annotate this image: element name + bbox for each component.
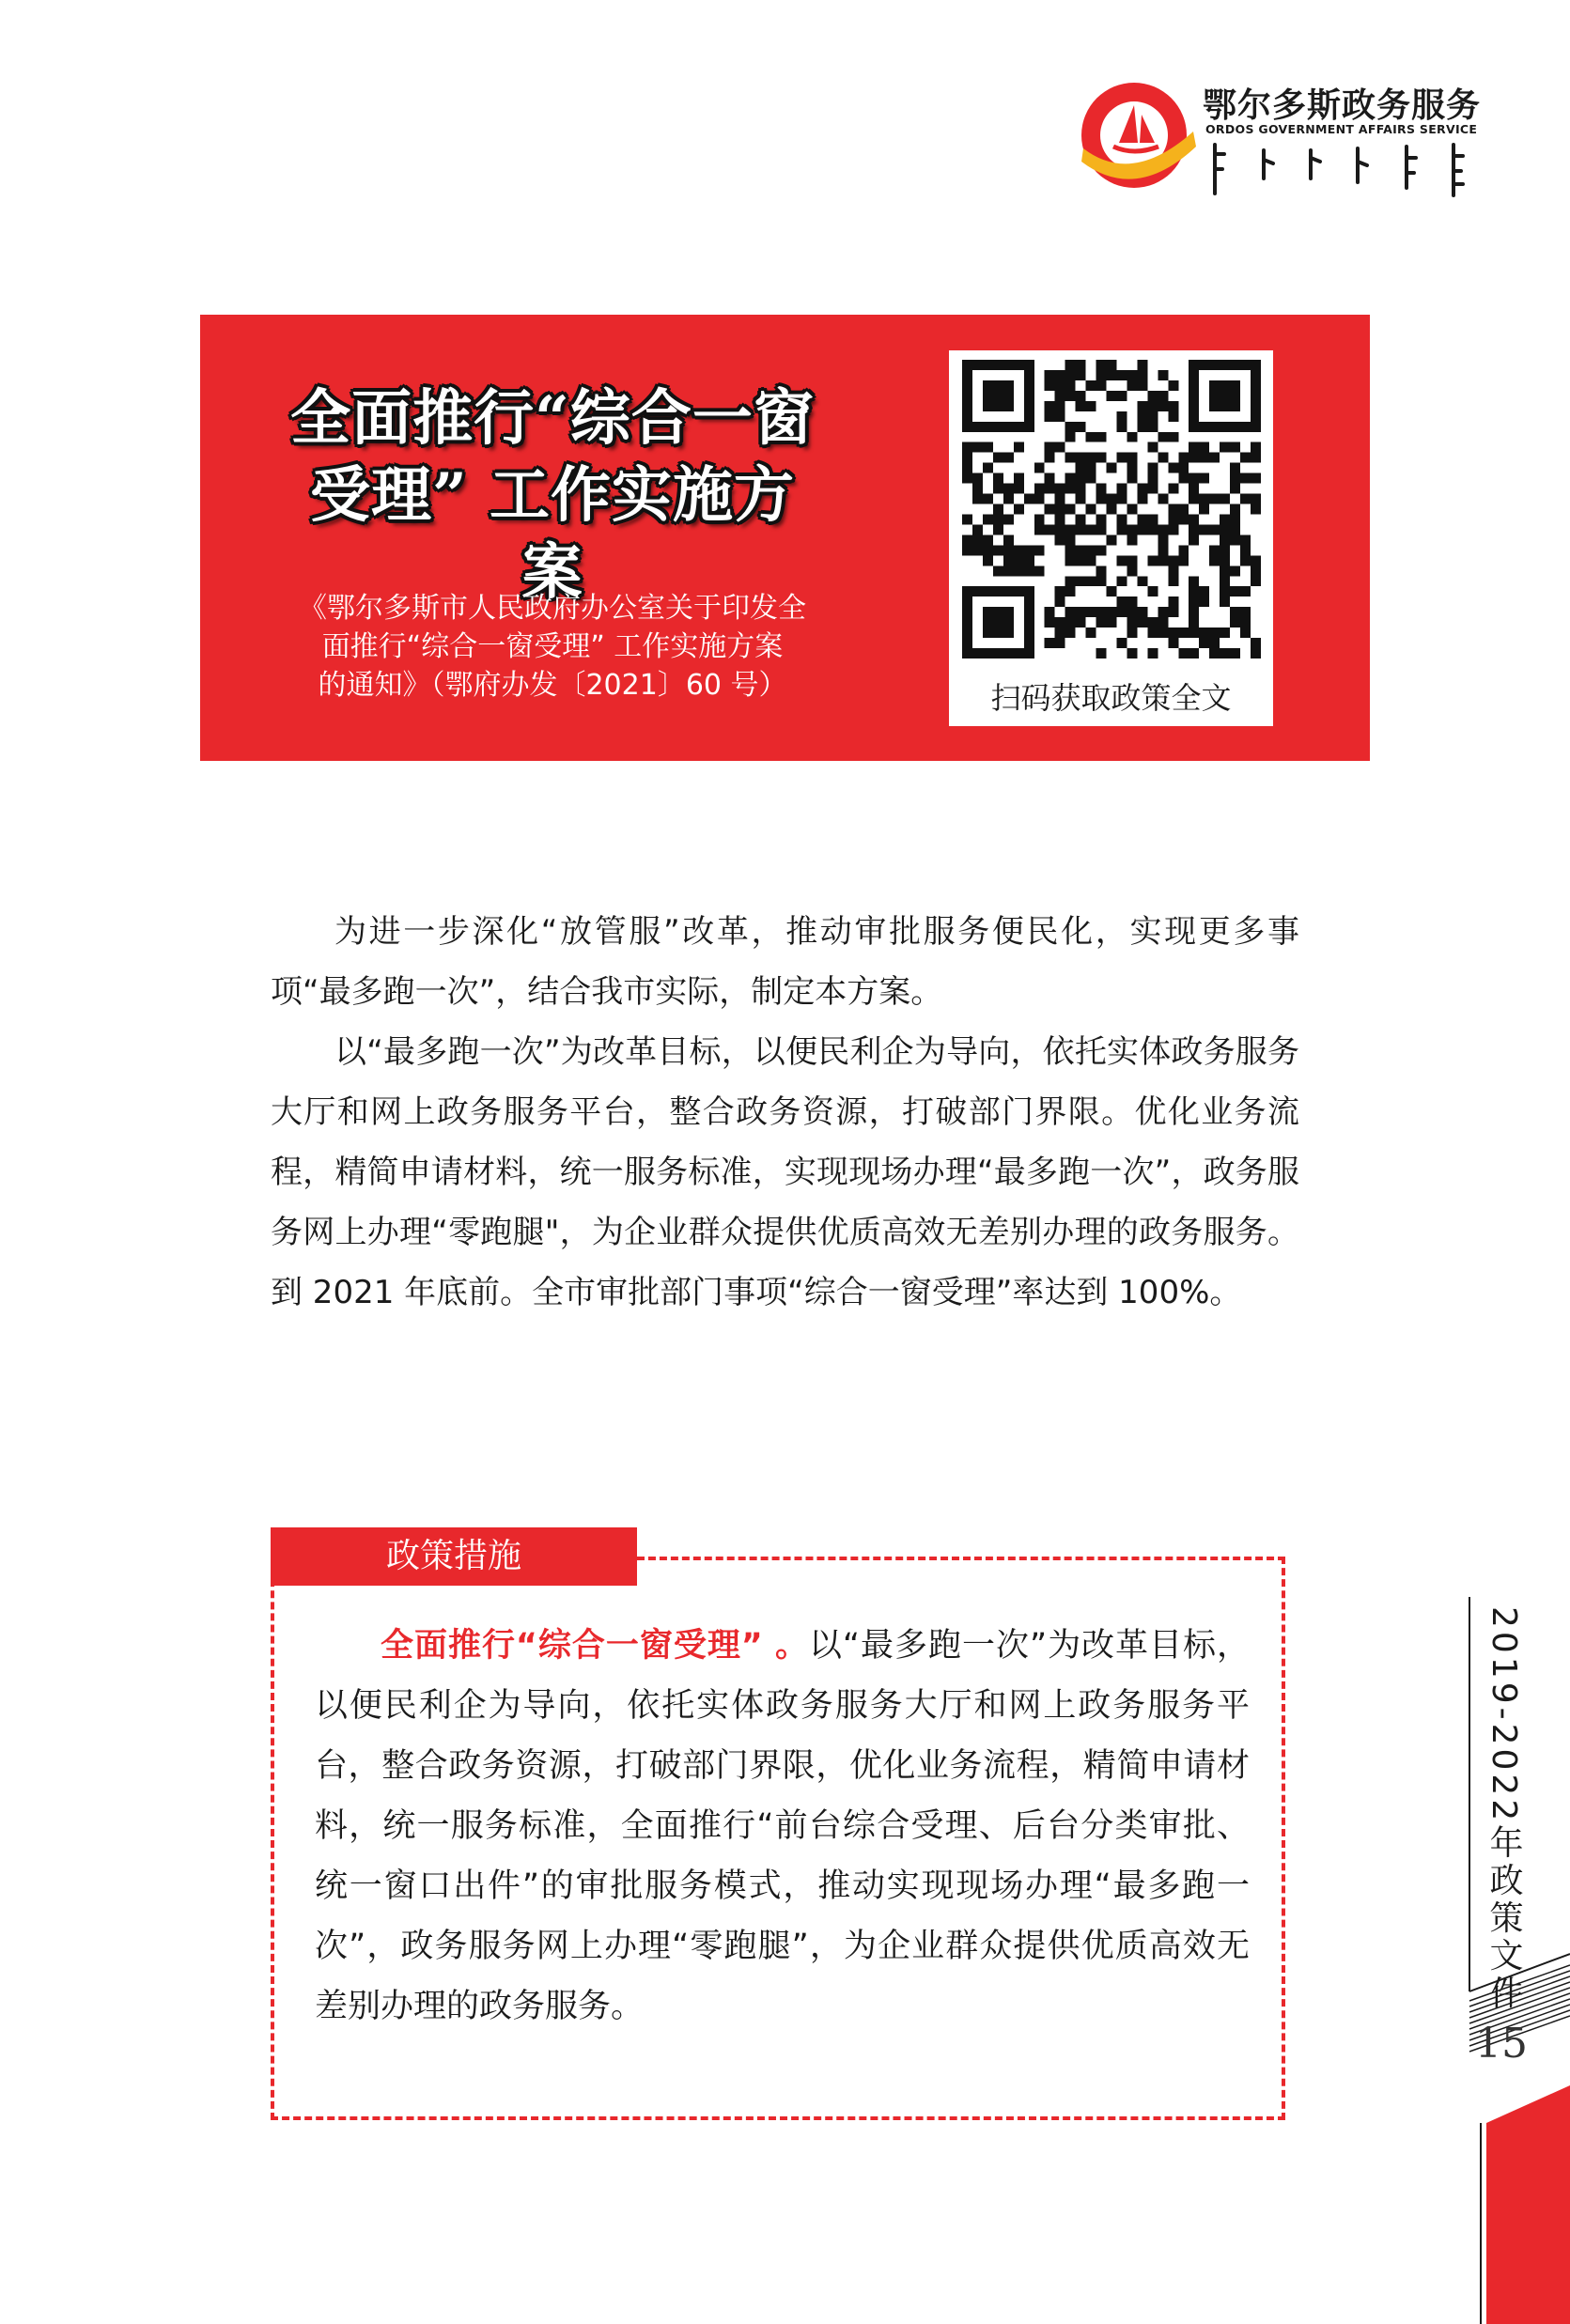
side-year-label: 2019-2022年政策文件 [1485, 1606, 1523, 2013]
banner-title [289, 380, 816, 612]
qr-code-card[interactable] [949, 350, 1273, 726]
banner-title-line2: 受理” 工作实施方案 [309, 460, 796, 608]
ordos-logo-icon [1076, 73, 1198, 195]
page-number: 15 [1475, 2020, 1528, 2068]
policy-lead: 全面推行“综合一窗受理” 。 [381, 1627, 809, 1665]
intro-text [271, 902, 1299, 1323]
header-logo [1076, 73, 1482, 205]
intro-paragraph-1: 为进一步深化“放管服”改革，推动审批服务便民化，实现更多事项“最多跑一次”，结合我市实际，制定本方案。 [271, 913, 1299, 1011]
policy-box-top-border [637, 1557, 1285, 1560]
title-banner [200, 315, 1370, 761]
policy-body: 以“最多跑一次”为改革目标，以便民利企为导向，依托实体政务服务大厅和网上政务服务平台，整合政务资源，打破部门界限，优化业务流程，精简申请材料，统一服务标准，全面推行“前台综合受理、后台分类审批、统一窗口出件”的审批服务模式，推动实现现场办理“最多跑一次”，政务服务网上办理“零跑腿”，为企业群众提供优质高效无差别办理的政务服务。 [315, 1627, 1250, 2025]
banner-subtitle-line1: 《鄂尔多斯市人民政府办公室关于印发全 [299, 592, 806, 625]
logo-english-name: ORDOS GOVERNMENT AFFAIRS SERVICE [1205, 122, 1478, 136]
banner-subtitle [289, 589, 816, 705]
qr-caption: 扫码获取政策全文 [990, 680, 1232, 716]
qr-code-icon[interactable] [962, 360, 1261, 658]
logo-chinese-name: 鄂尔多斯政务服务 [1203, 86, 1482, 125]
policy-tab: 政策措施 [271, 1527, 637, 1586]
policy-text [315, 1616, 1250, 2037]
mongolian-script-icon [1207, 141, 1470, 197]
intro-paragraph-2: 以“最多跑一次”为改革目标，以便民利企为导向，依托实体政务服务大厅和网上政务服务平台，整合政务资源，打破部门界限。优化业务流程，精简申请材料，统一服务标准，实现现场办理“最多跑一次”，政务服务网上办理“零跑腿"，为企业群众提供优质高效无差别办理的政务服务。到 2021 年底前。全市审批部门事项“综合一窗受理”率达到 100%。 [271, 1033, 1299, 1311]
banner-title-line1: 全面推行“综合一窗 [290, 383, 815, 454]
banner-subtitle-line2: 面推行“综合一窗受理” 工作实施方案 [321, 630, 784, 663]
banner-subtitle-line3: 的通知》（鄂府办发〔2021〕60 号） [318, 669, 787, 702]
